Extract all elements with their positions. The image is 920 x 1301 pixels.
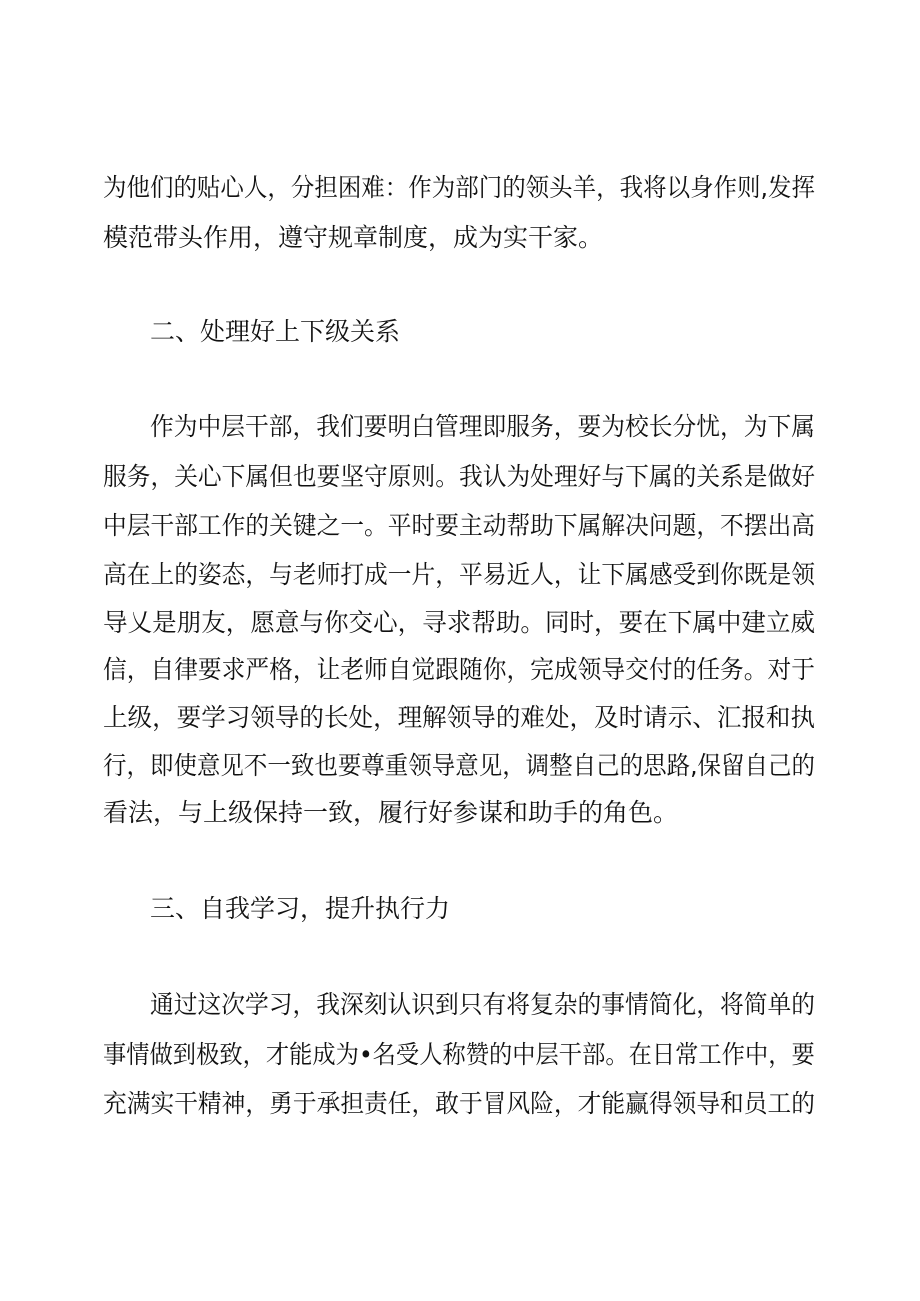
paragraph-line: 作为中层干部，我们要明白管理即服务，要为校长分忧，为下属	[150, 412, 816, 441]
paragraph-line: 行，即使意见不一致也要尊重领导意见，调整自己的思路,保留自己的	[103, 751, 815, 780]
continuation-line: 为他们的贴心人，分担困难：作为部门的领头羊，我将以身作则,发挥	[103, 173, 815, 202]
paragraph-line: 服务，关心下属但也要坚守原则。我认为处理好与下属的关系是做好	[103, 462, 815, 491]
paragraph-line: 充满实干精神，勇于承担责任，敢于冒风险，才能赢得领导和员工的	[103, 1089, 815, 1118]
paragraph-line: 事情做到极致，才能成为•名受人称赞的中层干部。在日常工作中，要	[103, 1040, 815, 1069]
paragraph-line: 上级，要学习领导的长处，理解领导的难处，及时请示、汇报和执	[103, 703, 816, 732]
paragraph-line: 中层干部工作的关键之一。平时要主动帮助下属解决问题，不摆出高	[103, 511, 815, 540]
continuation-line: 模范带头作用，遵守规章制度，成为实干家。	[103, 223, 604, 252]
paragraph-line: 高在上的姿态，与老师打成一片，平易近人，让下属感受到你既是领	[103, 560, 815, 589]
section-heading: 三、自我学习，提升执行力	[150, 894, 451, 923]
paragraph-line: 看法，与上级保持一致，履行好参谋和助手的角色。	[103, 798, 679, 827]
section-heading: 二、处理好上下级关系	[150, 317, 401, 346]
paragraph-line: 通过这次学习，我深刻认识到只有将复杂的事情简化，将简单的	[150, 990, 816, 1019]
paragraph-line: 导乂是朋友，愿意与你交心，寻求帮助。同时，要在下属中建立威	[103, 608, 816, 637]
paragraph-line: 信，自律要求严格，让老师自觉跟随你，完成领导交付的任务。对于	[103, 655, 815, 684]
